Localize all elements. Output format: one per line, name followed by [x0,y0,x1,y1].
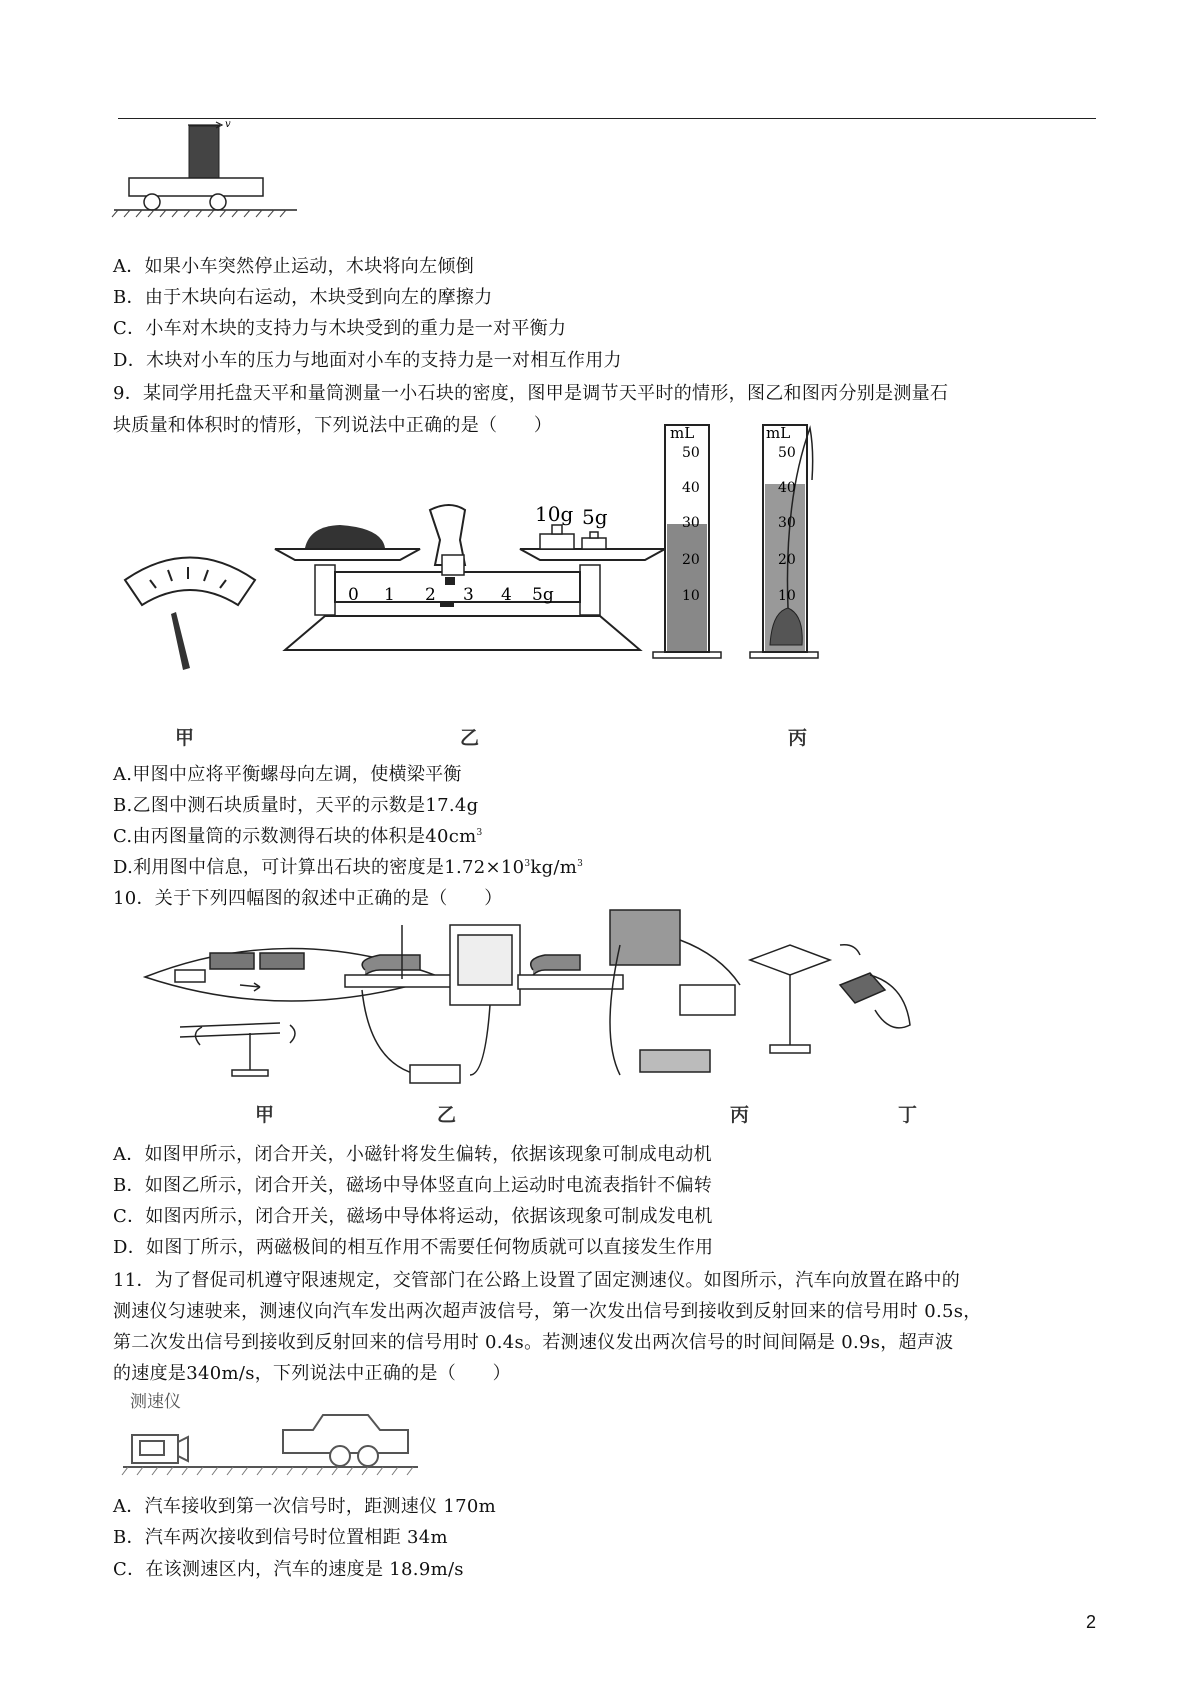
cyl2-tick-30: 30 [778,515,796,531]
cyl1-tick-20: 20 [682,552,700,568]
gauge-pointer [171,612,190,670]
car [283,1415,408,1466]
cyl2-tick-20: 20 [778,552,796,568]
q10-option-b: B．如图乙所示，闭合开关，磁场中导体竖直向上运动时电流表指针不偏转 [113,1175,713,1196]
wood-block [189,126,219,178]
q9-option-d: D.利用图中信息，可计算出石块的密度是$1.72\times 10^3kg/m^3$ [113,857,584,878]
q10-caption-yi: 乙 [437,1104,457,1126]
stone [305,525,385,548]
cyl1-tick-40: 40 [682,480,700,496]
q10-caption-jia: 甲 [255,1104,275,1126]
q9-option-b: B.乙图中测石块质量时，天平的示数是17.4g [113,795,479,816]
q8-option-c: C．小车对木块的支持力与木块受到的重力是一对平衡力 [113,318,567,339]
balance [275,502,665,650]
q10-stem: 10．关于下列四幅图的叙述中正确的是（ ） [113,888,503,909]
q10-caption-ding: 丁 [898,1104,918,1126]
balance-gauge [125,558,255,671]
scale-3: 3 [463,585,474,605]
scale-0: 0 [348,585,359,605]
q9-option-a: A.甲图中应将平衡螺母向左调，使横梁平衡 [113,764,462,785]
cyl1-tick-30: 30 [682,515,700,531]
cart-block-figure [112,120,312,230]
cyl2-tick-50: 50 [778,445,796,461]
fig-ding [750,945,910,1053]
q11-option-a: A．汽车接收到第一次信号时，距测速仪 170m [113,1496,497,1517]
cyl1-tick-10: 10 [682,588,700,604]
scale-4: 4 [501,585,512,605]
weight-10g-label: 10g [535,502,574,526]
fig-bing [518,910,740,1075]
q11-option-b: B．汽车两次接收到信号时位置相距 34m [113,1527,448,1548]
scale-2: 2 [425,585,436,605]
graduated-cylinder-2 [750,424,818,658]
page-number: 2 [1085,1612,1096,1632]
q11-stem-line1: 11．为了督促司机遵守限速规定，交管部门在公路上设置了固定测速仪。如图所示，汽车向放置在路中的 [113,1270,960,1291]
q9-caption-yi: 乙 [460,727,480,749]
q10-option-d: D．如图丁所示，两磁极间的相互作用不需要任何物质就可以直接发生作用 [113,1237,714,1258]
cart-wheel-left [144,194,160,210]
cart-body [129,178,263,196]
q8-option-d: D．木块对小车的压力与地面对小车的支持力是一对相互作用力 [113,350,622,371]
header-rule [118,118,1096,119]
cyl2-tick-10: 10 [778,588,796,604]
cyl2-tick-40: 40 [778,480,796,496]
scale-5g: 5g [532,585,554,605]
scale-1: 1 [384,585,395,605]
q11-option-c: C．在该测速区内，汽车的速度是 18.9m/s [113,1559,464,1580]
speed-gun-label: 测速仪 [130,1392,181,1412]
weight-5g-label: 5g [582,505,608,529]
electromagnetism-figure [140,915,990,1095]
q11-stem-line2: 测速仪匀速驶来，测速仪向汽车发出两次超声波信号，第一次发出信号到接收到反射回来的信号用时 0.5s， [113,1301,982,1322]
q9-stem-line2: 块质量和体积时的情形，下列说法中正确的是（ ） [113,415,553,436]
q9-option-c: C.由丙图量筒的示数测得石块的体积是$40cm^3$ [113,826,483,847]
cart-wheel-right [210,194,226,210]
q11-stem-line4: 的速度是340m/s，下列说法中正确的是（ ） [113,1363,511,1384]
q9-caption-jia: 甲 [175,727,195,749]
speed-gun [132,1435,188,1463]
q10-option-c: C．如图丙所示，闭合开关，磁场中导体将运动，依据该现象可制成发电机 [113,1206,713,1227]
rider [440,602,454,607]
cyl2-unit: mL [766,424,791,442]
q10-option-a: A．如图甲所示，闭合开关，小磁针将发生偏转，依据该现象可制成电动机 [113,1144,712,1165]
q8-option-a: A．如果小车突然停止运动，木块将向左倾倒 [113,256,474,277]
q10-caption-bing: 丙 [730,1104,750,1126]
q9-caption-bing: 丙 [788,727,808,749]
velocity-label: v [225,119,231,130]
fig-yi [345,925,520,1083]
graduated-cylinder-1 [653,424,721,658]
q9-stem-line1: 9．某同学用托盘天平和量筒测量一小石块的密度，图甲是调节天平时的情形，图乙和图丙分别是测量石 [113,383,949,404]
q11-stem-line3: 第二次发出信号到接收到反射回来的信号用时 0.4s。若测速仪发出两次信号的时间间隔是 0.9s，超声波 [113,1332,954,1353]
speed-gun-figure [118,1385,458,1485]
cyl1-unit: mL [670,424,695,442]
cyl1-tick-50: 50 [682,445,700,461]
q8-option-b: B．由于木块向右运动，木块受到向左的摩擦力 [113,287,493,308]
